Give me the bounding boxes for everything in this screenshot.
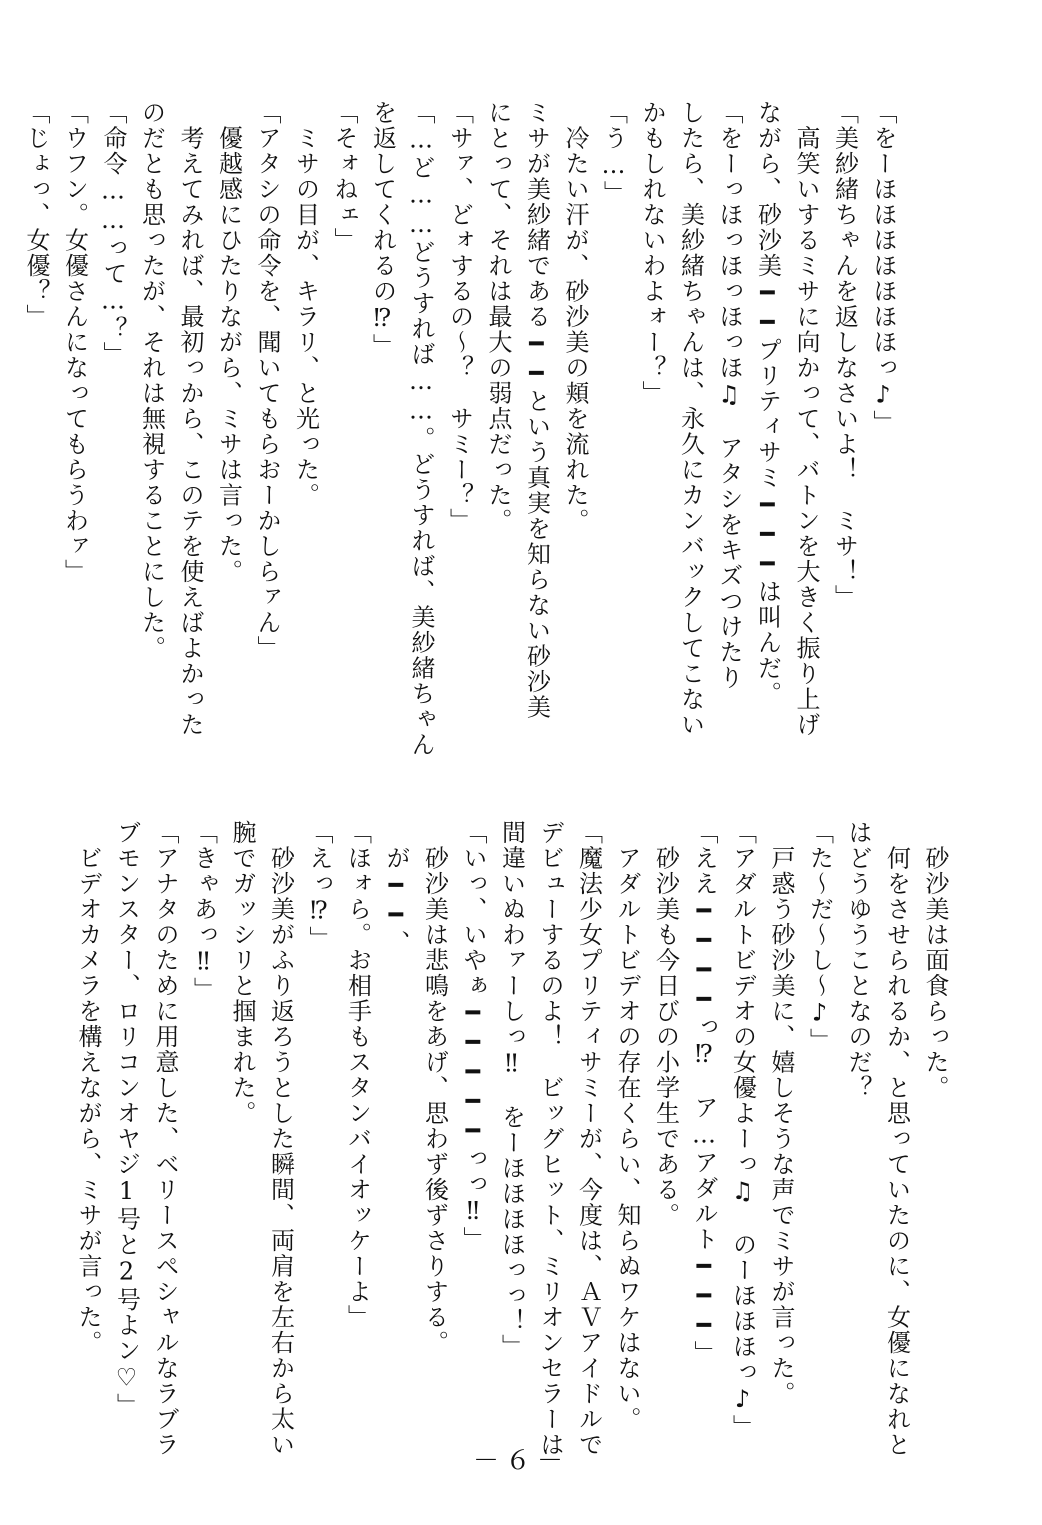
text-line: 「魔法少女プリティサミーが、今度は、ＡＶアイドルで — [574, 820, 603, 1458]
text-line: したら、美紗緒ちゃんは、永久にカンバックしてこない — [676, 100, 705, 738]
text-line: 「た～だ～し～♪」 — [805, 820, 834, 1054]
text-line: ブモンスター、ロリコンオヤジ1号と2号よン♡」 — [112, 820, 141, 1419]
text-line: 砂沙美がふり返ろうとした瞬間、両肩を左右から太い — [266, 820, 295, 1458]
text-line: アダルトビデオの存在くらい、知らぬワケはない。 — [613, 820, 641, 1432]
text-line: ビデオカメラを構えながら、ミサが言った。 — [74, 820, 102, 1356]
text-line: 何をさせられるか、と思っていたのに、女優になれと — [882, 820, 911, 1458]
text-line: 「きゃあっ‼」 — [189, 820, 218, 1003]
text-line: 「いっ、いやぁ━━━━━っっ‼」 — [459, 820, 487, 1252]
text-line: 「えっ⁉」 — [305, 820, 333, 952]
upper-text-block — [17, 100, 903, 758]
text-line: 間違いぬわァーしっ‼ をーほほほほっっ！」 — [497, 820, 526, 1360]
text-line: 「ほォら。お相手もスタンバイオッケーよ」 — [343, 820, 372, 1330]
text-line: 腕でガッシリと掴まれた。 — [228, 820, 256, 1126]
text-line: が━━、 — [382, 820, 410, 956]
text-line: ミサが美紗緒である━━という真実を知らない砂沙美 — [522, 100, 551, 720]
text-line: 「アタシの命令を、聞いてもらおーかしらァん」 — [253, 100, 281, 661]
text-line: 「…ど……どうすれば……。どうすれば、美紗緒ちゃん — [407, 100, 435, 758]
text-line: はどうゆうことなのだ？ — [844, 820, 872, 1101]
text-line: 砂沙美は悲鳴をあげ、思わず後ずさりする。 — [420, 820, 449, 1356]
text-line: 「そォねェ」 — [330, 100, 358, 253]
text-line: 「サァ、どォするの～？ サミー？」 — [445, 100, 474, 534]
text-line: 「う…」 — [599, 100, 628, 206]
text-line: 砂沙美は面食らった。 — [921, 820, 949, 1101]
text-line: 「ええ━━━━っ⁉ ア…アダルト━━━」 — [690, 820, 718, 1366]
text-line: 戸惑う砂沙美に、嬉しそうな声でミサが言った。 — [767, 820, 795, 1407]
text-line: 「アダルトビデオの女優よーっ♫ のーほほほっ♪」 — [728, 820, 757, 1440]
text-line: 優越感にひたりながら、ミサは言った。 — [214, 100, 243, 585]
text-line: デビューするのよ！ ビッグヒット、ミリオンセラーは — [536, 820, 564, 1458]
text-line: 「アナタのために用意した、ベリースペシャルなラブラ — [151, 820, 179, 1458]
lower-text-block — [69, 820, 955, 1458]
text-line: 高笑いするミサに向かって、バトンを大きく振り上げ — [792, 100, 820, 738]
text-line: ミサの目が、キラリ、と光った。 — [291, 100, 320, 508]
text-line: 砂沙美も今日びの小学生である。 — [651, 820, 680, 1228]
text-line: ながら、砂沙美━━プリティサミ━━━は叫んだ。 — [753, 100, 782, 707]
text-line: 「をーっほっほっほっほ♫ アタシをキズつけたり — [715, 100, 743, 691]
text-line: を返してくれるの⁉」 — [368, 100, 397, 359]
text-line: 冷たい汗が、砂沙美の頬を流れた。 — [561, 100, 589, 534]
page-number: －６－ — [472, 1446, 569, 1476]
text-line: かもしれないわよォー？」 — [638, 100, 666, 406]
text-line: 「命令……って…？」 — [99, 100, 127, 367]
text-line: 「をーほほほほほほほっ♪」 — [869, 100, 897, 436]
text-line: 「美紗緒ちゃんを返しなさいよ！ ミサ！」 — [830, 100, 859, 610]
text-line: 「ウフン。女優さんになってもらうわァ」 — [60, 100, 89, 585]
text-line: のだとも思ったが、それは無視することにした。 — [137, 100, 166, 661]
text-line: にとって、それは最大の弱点だった。 — [484, 100, 512, 534]
text-line: 考えてみれば、最初っから、このテを使えばよかった — [176, 100, 204, 738]
text-line: 「じょっ、女優？」 — [22, 100, 50, 330]
